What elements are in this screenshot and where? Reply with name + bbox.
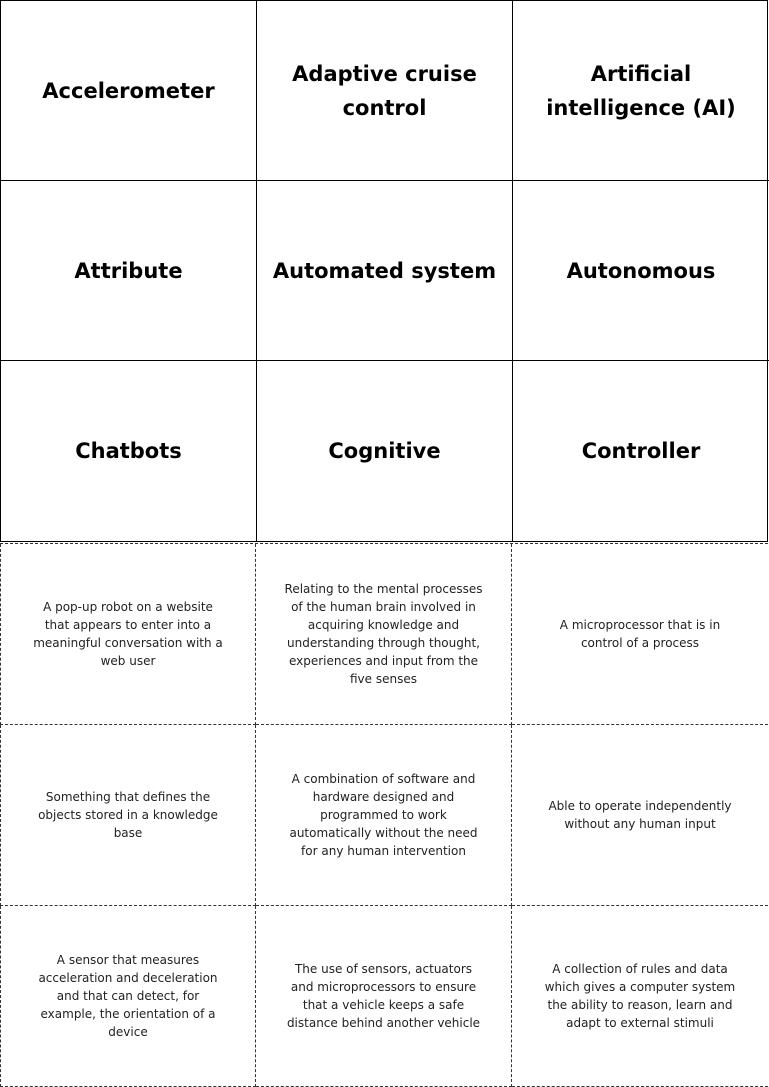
definition-card	[256, 906, 512, 1087]
definition-card	[512, 725, 768, 906]
definition-cards-grid	[0, 543, 768, 1043]
definition-text: A collection of rules and data which gives a computer system the ability to reason, learn and adapt to external stimuli	[544, 962, 736, 1030]
term-label: Attribute	[74, 258, 183, 283]
term-label: Controller	[581, 439, 701, 463]
term-label: Autonomous	[566, 258, 716, 283]
term-card	[1, 361, 257, 541]
term-label: Automated system	[272, 258, 497, 283]
term-card	[257, 1, 513, 181]
definition-text: Something that defines the objects stored in a knowledge base	[38, 790, 218, 840]
definition-text: A sensor that measures acceleration and deceleration and that can detect, for example, the orientation of a device	[38, 953, 218, 1039]
term-card	[1, 181, 257, 361]
definition-card	[256, 725, 512, 906]
term-card	[257, 361, 513, 541]
definition-text: A pop-up robot on a website that appears to enter into a meaningful conversation with a web user	[33, 600, 223, 668]
definition-card	[512, 906, 768, 1087]
term-card	[513, 361, 769, 541]
definition-text: The use of sensors, actuators and microprocessors to ensure that a vehicle keeps a safe distance behind another vehicle	[286, 962, 481, 1030]
definition-text: A combination of software and hardware designed and programmed to work automatically without the need for any human intervention	[289, 772, 478, 858]
term-label: Artificial intelligence (AI)	[546, 61, 736, 120]
definition-card	[0, 725, 256, 906]
term-card	[513, 1, 769, 181]
term-card	[513, 181, 769, 361]
definition-card	[512, 544, 768, 725]
term-cards-grid	[0, 0, 768, 542]
term-label: Cognitive	[328, 439, 441, 463]
definition-card	[0, 544, 256, 725]
term-card	[1, 1, 257, 181]
term-label: Chatbots	[75, 439, 182, 463]
definition-card	[0, 906, 256, 1087]
term-card	[257, 181, 513, 361]
definition-text: Relating to the mental processes of the human brain involved in acquiring knowledge and understanding through thought, experiences and input from the five senses	[284, 582, 483, 686]
definition-text: Able to operate independently without any human input	[548, 799, 732, 831]
term-label: Accelerometer	[42, 78, 215, 103]
term-label: Adaptive cruise control	[292, 61, 477, 120]
definition-text: A microprocessor that is in control of a process	[559, 618, 721, 650]
definition-card	[256, 544, 512, 725]
